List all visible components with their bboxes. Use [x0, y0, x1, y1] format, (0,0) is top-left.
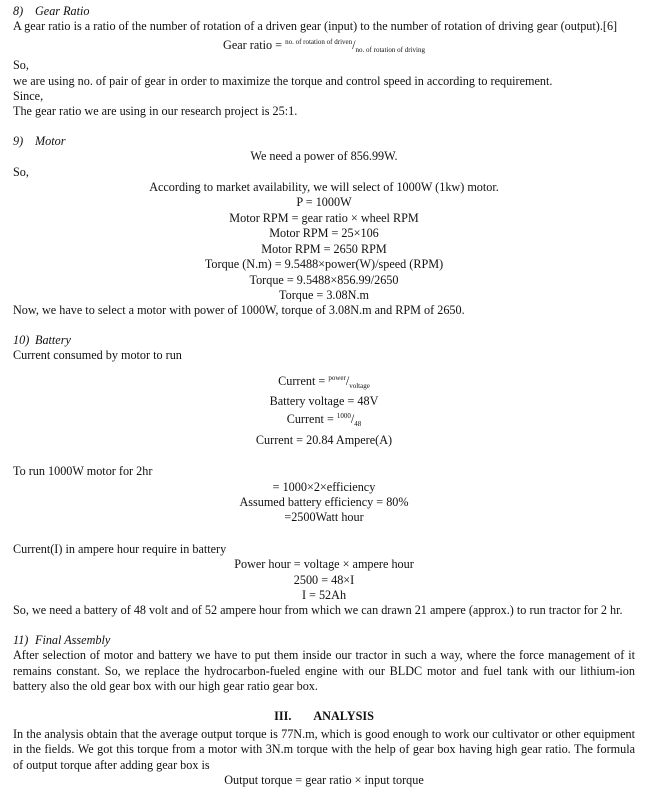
current-formula: Current = $^{power}/_{voltage}$	[278, 373, 370, 390]
run-intro: To run 1000W motor for 2hr	[13, 464, 153, 479]
battery-intro: Current consumed by motor to run	[13, 348, 182, 363]
motor-conclusion: Now, we have to select a motor with power of 1000W, torque of 3.08N.m and RPM of 2650.	[13, 303, 465, 318]
gear-ratio-definition: A gear ratio is a ratio of the number of rotation of a driven gear (input) to the number of rotation of driving gear (output).[6]	[13, 19, 618, 34]
gear-ratio-formula: Gear ratio = $^{no. of rotation of driven}/_{no. of rotation of driving}$	[223, 37, 425, 54]
paper-page	[13, 4, 635, 788]
motor-calc-line: Torque = 9.5488×856.99/2650	[249, 272, 399, 287]
run-calc-line: Assumed battery efficiency = 80%	[239, 494, 409, 509]
section-title: Final Assembly	[35, 632, 111, 647]
run-calc-line: =2500Watt hour	[284, 510, 364, 525]
motor-so: So,	[13, 164, 29, 179]
power-need-text: We need a power of 856.99W.	[250, 149, 398, 164]
motor-calc-line: P = 1000W	[296, 195, 352, 210]
motor-calc-line: Motor RPM = 25×106	[269, 226, 379, 241]
section-number: 11)	[13, 632, 29, 647]
gear-since: Since,	[13, 89, 44, 104]
section-title: Motor	[35, 133, 66, 148]
section-number: III.	[274, 709, 292, 724]
motor-calc-line: Motor RPM = 2650 RPM	[261, 241, 387, 256]
gear-ratio-value-text: The gear ratio we are using in our research project is 25:1.	[13, 104, 298, 119]
motor-calc-line: According to market availability, we will select of 1000W (1kw) motor.	[149, 180, 499, 195]
ampere-hour-line: I = 52Ah	[301, 588, 347, 602]
section-final-assembly-heading	[13, 633, 635, 648]
ampere-hour-intro: Current(I) in ampere hour require in battery	[13, 541, 227, 556]
section-title: ANALYSIS	[313, 709, 374, 724]
section-battery-heading	[13, 333, 635, 348]
current-result-line: Current = 20.84 Ampere(A)	[255, 432, 393, 447]
section-number: 9)	[13, 133, 24, 148]
ampere-hour-line: 2500 = 48×I	[293, 572, 355, 587]
output-torque-formula: Output torque = gear ratio × input torque	[224, 773, 424, 788]
ampere-hour-line: Power hour = voltage × ampere hour	[234, 557, 414, 572]
section-motor-heading	[13, 134, 635, 149]
motor-calc-line: Torque = 3.08N.m	[279, 287, 369, 302]
section-title: Gear Ratio	[35, 4, 90, 18]
motor-calc-line: Motor RPM = gear ratio × wheel RPM	[229, 210, 419, 225]
battery-voltage-line: Battery voltage = 48V	[269, 393, 379, 408]
gear-pairs-text: we are using no. of pair of gear in order to maximize the torque and control speed in according to requirement.	[13, 73, 553, 88]
final-assembly-paragraph: After selection of motor and battery we have to put them inside our tractor in such a way, where the force management of it remains constant. So, we replace the hydrocarbon-fueled engine with our BLDC motor and fuel tank with our lithium-ion battery also the old gear box with our high gear ratio gear box.	[13, 648, 635, 694]
section-title: Battery	[35, 332, 71, 347]
section-gear-ratio-heading	[13, 4, 635, 19]
battery-conclusion: So, we need a battery of 48 volt and of 52 ampere hour from which we can drawn 21 ampere (approx.) to run tractor for 2 hr.	[13, 603, 623, 618]
run-calc-line: = 1000×2×efficiency	[272, 479, 376, 494]
motor-calc-line: Torque (N.m) = 9.5488×power(W)/speed (RPM)	[204, 257, 444, 272]
analysis-paragraph: In the analysis obtain that the average output torque is 77N.m, which is good enough to work our cultivator or other equipment in the fields. We got this torque from a motor with 3N.m torque with the help of gear box having high gear ratio. The formula of output torque after adding gear box is	[13, 726, 635, 772]
section-analysis-heading	[13, 709, 635, 724]
section-number: 8)	[13, 4, 24, 18]
section-number: 10)	[13, 332, 30, 347]
current-calc-line: Current = $^{1000}/_{48}$	[286, 412, 362, 429]
gear-so: So,	[13, 58, 29, 73]
